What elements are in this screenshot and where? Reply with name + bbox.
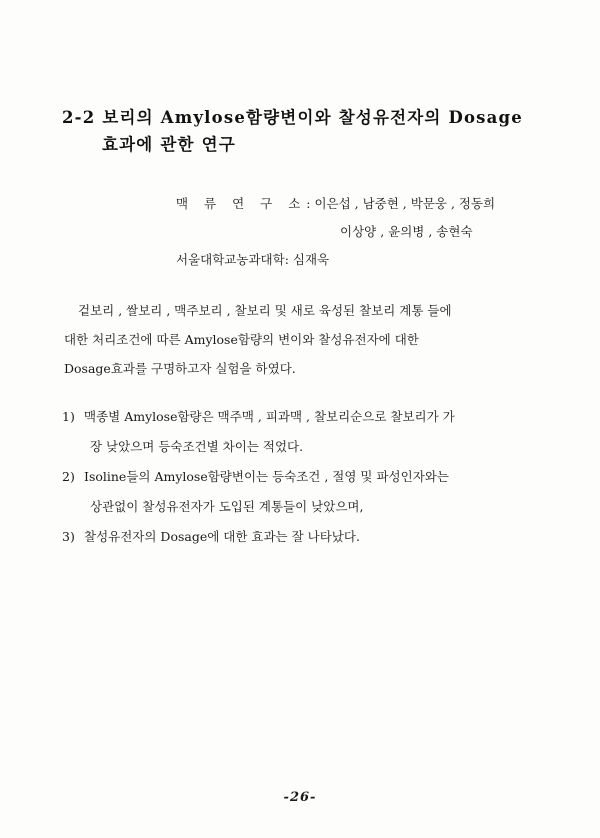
abstract-line-3: Dosage효과를 구명하고자 실험을 하였다. — [64, 361, 296, 376]
author-row-2 — [176, 218, 495, 246]
finding-text: 찰성유전자의 Dosage에 대한 효과는 잘 나타났다. — [84, 529, 360, 544]
abstract-paragraph — [64, 296, 524, 383]
author-block — [176, 190, 495, 274]
abstract-line-1: 겉보리 , 쌀보리 , 맥주보리 , 찰보리 및 새로 육성된 찰보리 계통 들에 — [78, 303, 452, 318]
page-number: -26- — [283, 790, 317, 805]
author-names-1: : 이은섭 , 남중현 , 박문웅 , 정동희 — [306, 196, 496, 211]
finding-number: 3) — [62, 529, 75, 544]
finding-text: 맥종별 Amylose함량은 맥주맥 , 피과맥 , 찰보리순으로 찰보리가 가 — [84, 409, 455, 424]
finding-item-1 — [62, 402, 524, 462]
institution-1: 맥 류 연 구 소 — [176, 196, 307, 211]
author-names-3: : 심재욱 — [284, 252, 330, 267]
finding-number: 2) — [62, 469, 75, 484]
institution-2: 서울대학교농과대학 — [176, 252, 285, 267]
finding-item-3 — [62, 522, 524, 552]
title-line-1: 2-2 보리의 Amylose함량변이와 찰성유전자의 Dosage — [62, 108, 523, 127]
author-names-2: 이상양 , 윤의병 , 송현숙 — [340, 224, 473, 239]
finding-text-cont: 상관없이 찰성유전자가 도입된 계통들이 낮았으며, — [90, 499, 364, 514]
finding-number: 1) — [62, 409, 75, 424]
finding-text: Isoline들의 Amylose함량변이는 등숙조건 , 절영 및 파성인자와는 — [84, 469, 449, 484]
author-row-1 — [176, 190, 495, 218]
author-row-3 — [176, 246, 495, 274]
section-title — [62, 104, 523, 158]
finding-item-2 — [62, 462, 524, 522]
findings-list — [62, 402, 524, 552]
title-line-2: 효과에 관한 연구 — [102, 135, 236, 154]
finding-text-cont: 장 낮았으며 등숙조건별 차이는 적었다. — [90, 439, 304, 454]
abstract-line-2: 대한 처리조건에 따른 Amylose함량의 변이와 찰성유전자에 대한 — [64, 332, 419, 347]
